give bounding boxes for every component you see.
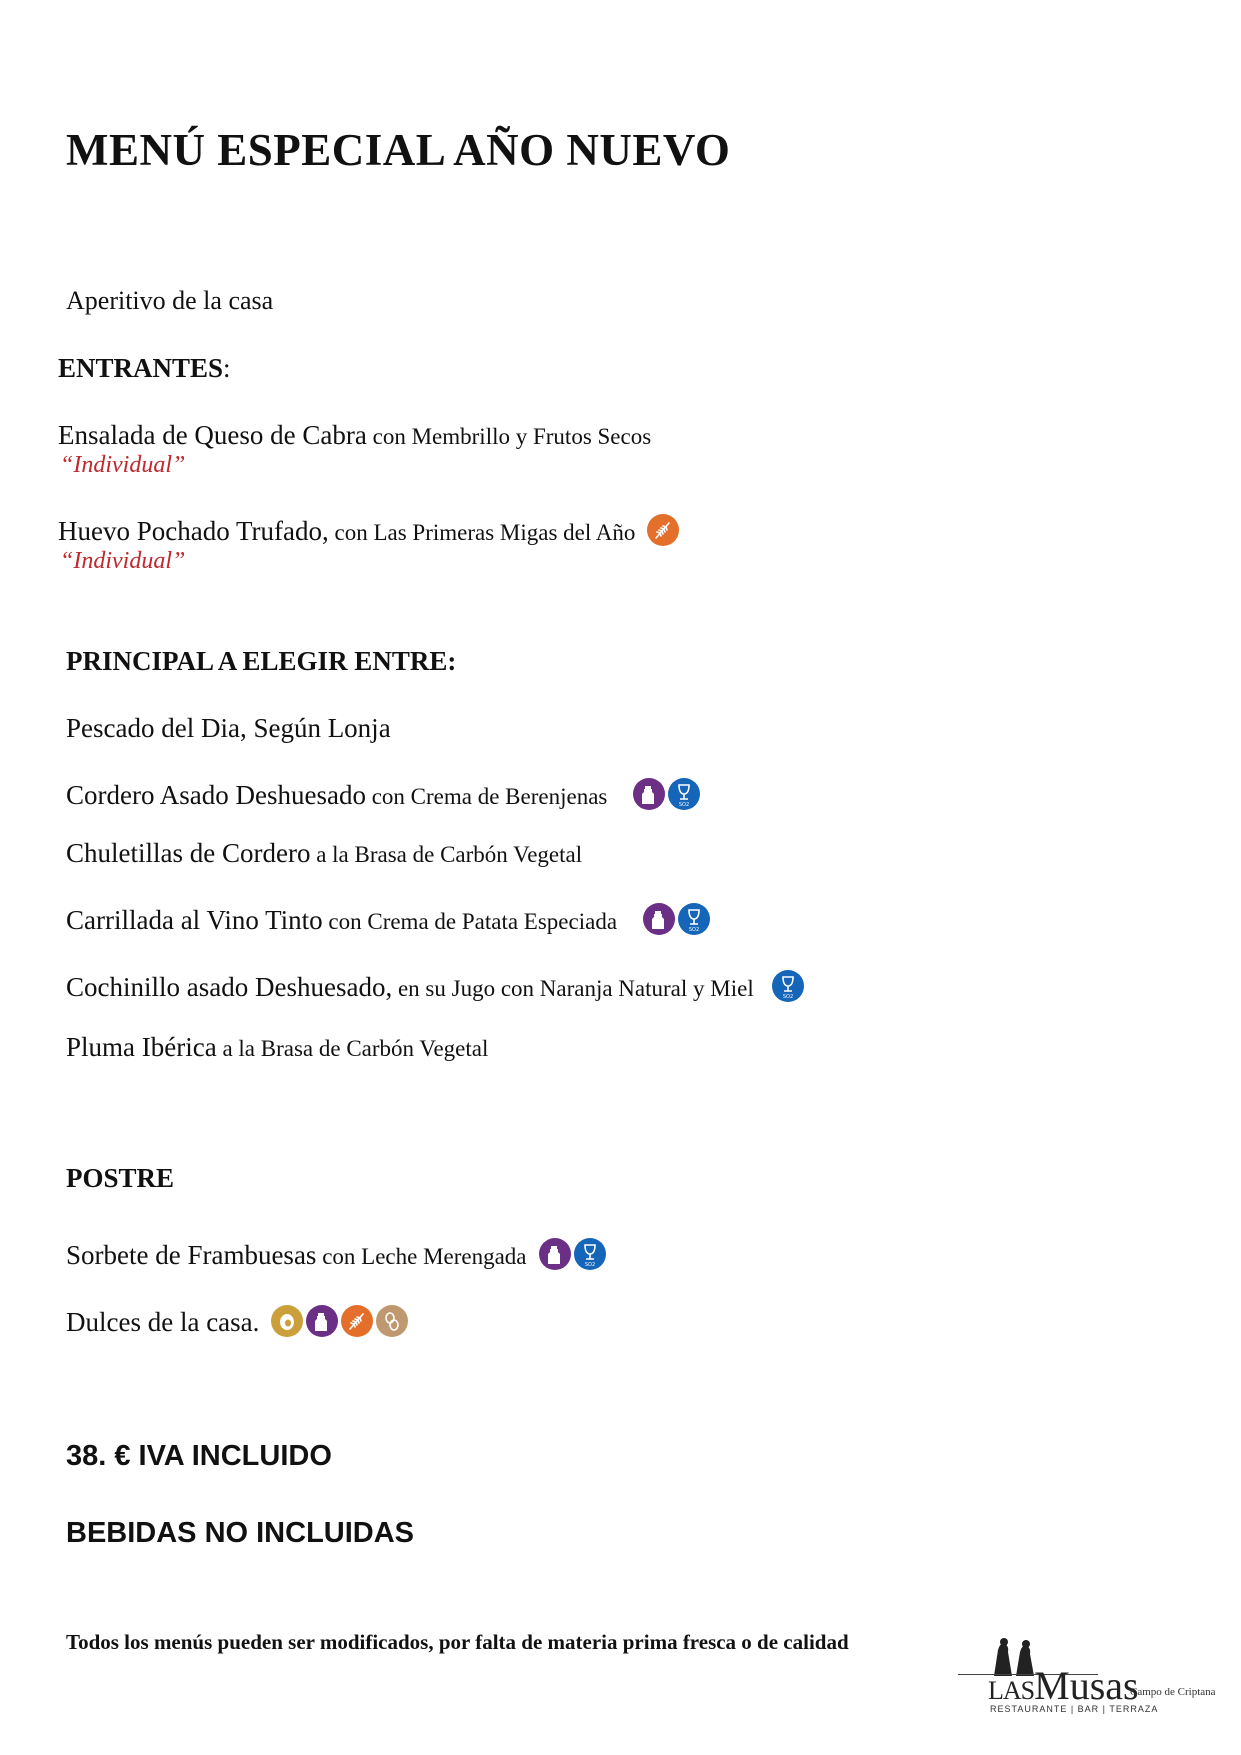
milk-icon bbox=[643, 903, 675, 935]
dish-ensalada bbox=[58, 420, 651, 451]
sulphites-icon bbox=[678, 903, 710, 935]
dish-cordero-asado bbox=[66, 780, 700, 816]
dish-main-name: Chuletillas de Cordero bbox=[66, 838, 311, 868]
dish-chuletillas bbox=[66, 838, 582, 869]
allergen-icons bbox=[633, 778, 700, 810]
dish-main-name: Pluma Ibérica bbox=[66, 1032, 217, 1062]
las-musas-logo bbox=[958, 1636, 1220, 1716]
entrantes-heading-label: ENTRANTES bbox=[58, 353, 224, 383]
logo-place: Campo de Criptana bbox=[1130, 1686, 1216, 1698]
dish-main-name: Sorbete de Frambuesas bbox=[66, 1240, 317, 1270]
price-text: 38. € IVA INCLUIDO bbox=[66, 1440, 332, 1472]
gluten-icon bbox=[647, 514, 679, 546]
dish-main-name: Dulces de la casa. bbox=[66, 1307, 260, 1337]
individual-note: “Individual” bbox=[60, 452, 186, 478]
logo-subtitle: RESTAURANTE | BAR | TERRAZA bbox=[990, 1704, 1159, 1714]
allergen-icons bbox=[271, 1305, 408, 1337]
sulphites-icon bbox=[668, 778, 700, 810]
dish-main-name: Carrillada al Vino Tinto bbox=[66, 905, 323, 935]
dish-description: en su Jugo con Naranja Natural y Miel bbox=[392, 976, 754, 1001]
svg-text:SO2: SO2 bbox=[782, 994, 793, 1001]
allergen-icons bbox=[539, 1238, 606, 1270]
dish-pluma bbox=[66, 1032, 488, 1063]
logo-word-big: Musas bbox=[1034, 1663, 1139, 1708]
svg-text:SO2: SO2 bbox=[688, 927, 700, 934]
allergen-icons bbox=[772, 970, 804, 1002]
dish-main-name: Ensalada de Queso de Cabra bbox=[58, 420, 367, 450]
dish-dulces bbox=[66, 1307, 408, 1343]
aperitivo-text: Aperitivo de la casa bbox=[66, 286, 274, 315]
dish-description: con Leche Merengada bbox=[316, 1244, 527, 1269]
allergen-icons bbox=[643, 903, 710, 935]
milk-icon bbox=[539, 1238, 571, 1270]
principal-heading: PRINCIPAL A ELEGIR ENTRE: bbox=[66, 646, 457, 676]
logo-word-small: LAS bbox=[988, 1676, 1035, 1705]
logo-wordmark bbox=[988, 1662, 1139, 1709]
entrantes-heading bbox=[58, 353, 231, 384]
dish-description: a la Brasa de Carbón Vegetal bbox=[216, 1036, 489, 1061]
dish-main-name: Cochinillo asado Deshuesado, bbox=[66, 972, 393, 1002]
sulphites-icon bbox=[772, 970, 804, 1002]
egg-icon bbox=[271, 1305, 303, 1337]
dish-description: a la Brasa de Carbón Vegetal bbox=[310, 842, 583, 867]
svg-text:SO2: SO2 bbox=[679, 802, 690, 809]
gluten-icon bbox=[341, 1305, 373, 1337]
dish-description: con Crema de Patata Especiada bbox=[322, 909, 618, 934]
milk-icon bbox=[306, 1305, 338, 1337]
individual-note: “Individual” bbox=[60, 548, 186, 574]
dish-description: con Membrillo y Frutos Secos bbox=[366, 424, 652, 449]
milk-icon bbox=[633, 778, 665, 810]
allergen-icons bbox=[647, 514, 679, 546]
sulphites-icon bbox=[574, 1238, 606, 1270]
dish-description: con Las Primeras Migas del Año bbox=[328, 520, 636, 545]
menu-title: MENÚ ESPECIAL AÑO NUEVO bbox=[66, 125, 731, 175]
nuts-icon bbox=[376, 1305, 408, 1337]
dish-pescado bbox=[66, 713, 391, 744]
dish-sorbete bbox=[66, 1240, 606, 1276]
postre-heading: POSTRE bbox=[66, 1163, 175, 1193]
dish-main-name: Cordero Asado Deshuesado bbox=[66, 780, 366, 810]
disclaimer-text: Todos los menús pueden ser modificados, por falta de materia prima fresca o de calidad bbox=[66, 1630, 849, 1654]
dish-huevo bbox=[58, 516, 679, 552]
dish-main-name: Pescado del Dia, Según Lonja bbox=[66, 713, 391, 743]
dish-carrillada bbox=[66, 905, 710, 941]
dish-main-name: Huevo Pochado Trufado, bbox=[58, 516, 329, 546]
drinks-text: BEBIDAS NO INCLUIDAS bbox=[66, 1517, 415, 1549]
dish-cochinillo bbox=[66, 972, 804, 1008]
dish-description: con Crema de Berenjenas bbox=[365, 784, 608, 809]
entrantes-heading-colon: : bbox=[223, 353, 231, 383]
svg-text:SO2: SO2 bbox=[584, 1262, 595, 1269]
